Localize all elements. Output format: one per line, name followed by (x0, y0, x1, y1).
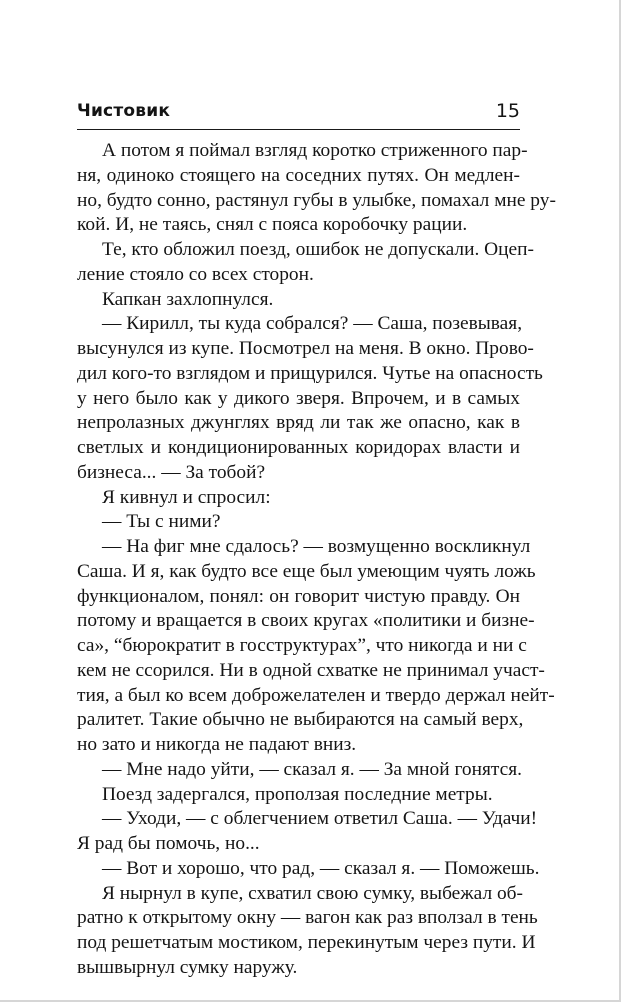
text-line: ралитет. Такие обычно не выбираются на самый верх, (77, 709, 524, 731)
text-line: функционалом, понял: он говорит чистую правду. Он (77, 585, 520, 607)
text-line: Те, кто обложил поезд, ошибок не допускали. Оцеп- (102, 239, 534, 260)
text-line: под решетчатым мостиком, перекинутым через пути. И (77, 932, 536, 953)
text-line: Я кивнул и спросил: (102, 486, 271, 508)
text-line: Я рад бы помочь, но... (77, 833, 260, 854)
text-line: Саша. И я, как будто все еще был умеющим чуять ложь (77, 560, 536, 582)
text-line: са», “бюрократит в госструктурах”, что никогда и ни с (77, 635, 527, 656)
text-line: тия, а был ко всем доброжелателен и твердо держал нейт- (77, 684, 555, 706)
text-line: Капкан захлопнулся. (102, 288, 274, 310)
text-line: — Вот и хорошо, что рад, — сказал я. — Поможешь. (102, 857, 540, 879)
text-line: высунулся из купе. Посмотрел на меня. В окно. Прово- (77, 338, 534, 359)
text-line: Поезд задергался, проползая последние метры. (102, 783, 493, 805)
text-line: потому и вращается в своих кругах «политики и бизне- (77, 610, 535, 632)
text-line: кой. И, не таясь, снял с пояса коробочку рации. (77, 214, 468, 236)
text-line: — Уходи, — с облегчением ответил Саша. — Удачи! (102, 808, 538, 830)
text-line: у него было как у дикого зверя. Впрочем, и в самых (77, 387, 520, 409)
text-line: — На фиг мне сдалось? — возмущенно воскликнул (102, 536, 531, 557)
text-line: бизнеса... — За тобой? (77, 461, 266, 483)
text-line: но, будто сонно, растянул губы в улыбке, помахал мне ру- (77, 189, 556, 211)
text-line: — Кирилл, ты куда собрался? — Саша, позевывая, (102, 313, 523, 335)
text-line: кем не ссорился. Ни в одной схватке не принимал участ- (77, 659, 545, 681)
text-line: дил кого-то взглядом и прищурился. Чутье на опасность (77, 362, 543, 384)
text-line: вышвырнул сумку наружу. (77, 956, 298, 978)
text-line: ня, одиноко стоящего на соседних путях. Он медлен- (77, 164, 520, 186)
text-line: — Ты с ними? (102, 511, 221, 533)
text-line: но зато и никогда не падают вниз. (77, 734, 357, 755)
text-line: ратно к открытому окну — вагон как раз вползал в тень (77, 907, 538, 929)
text-line: — Мне надо уйти, — сказал я. — За мной гонятся. (102, 758, 522, 780)
running-head-title: Чистовик (77, 101, 171, 121)
running-head (77, 101, 520, 130)
text-line: непролазных джунглях вряд ли так же опасно, как в (77, 412, 520, 434)
body-text (77, 139, 556, 981)
text-line: светлых и кондиционированных коридорах власти и (77, 437, 520, 458)
page-number: 15 (495, 100, 520, 122)
text-line: Я нырнул в купе, схватил свою сумку, выбежал об- (102, 882, 524, 904)
text-line: А потом я поймал взгляд коротко стриженного пар- (102, 140, 528, 161)
text-line: ление стояло со всех сторон. (77, 263, 314, 285)
